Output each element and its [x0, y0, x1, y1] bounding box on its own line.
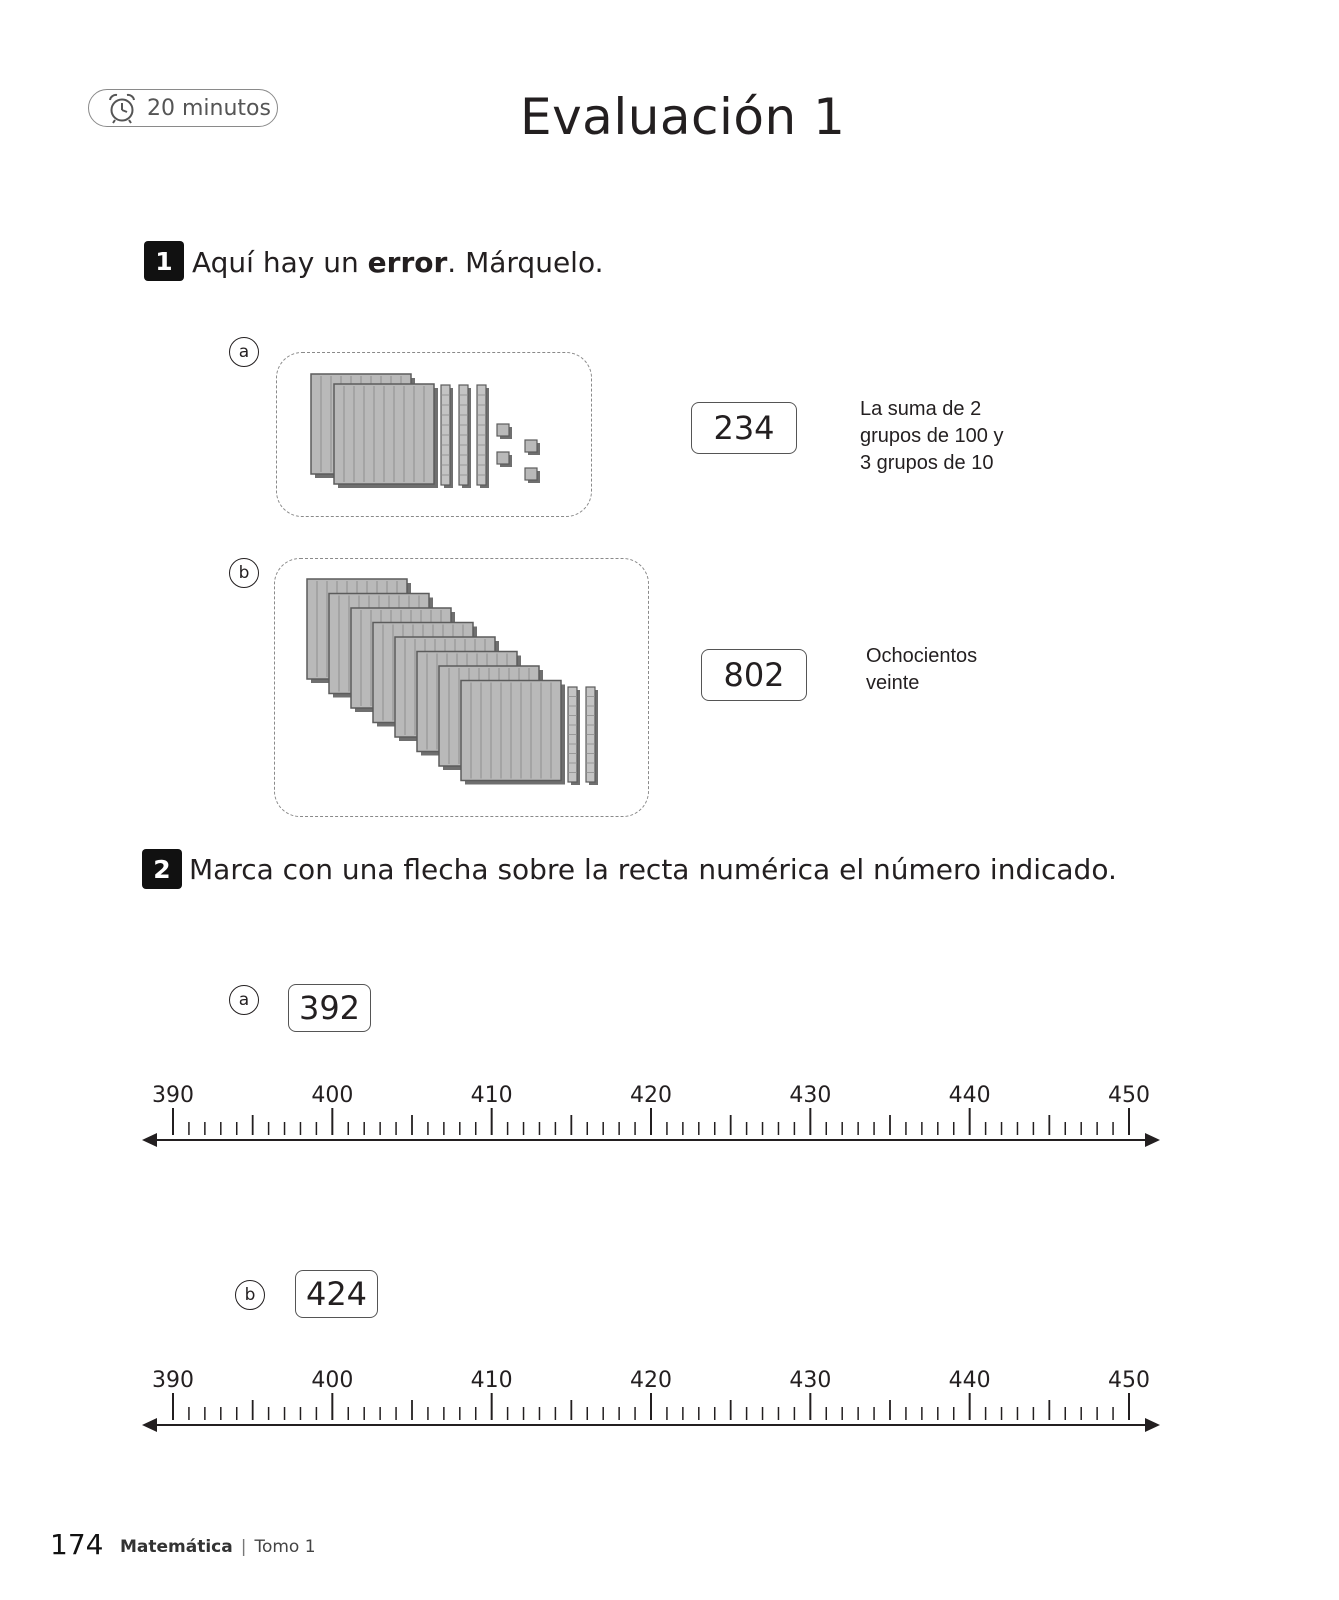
time-badge [88, 89, 278, 127]
tick-label: 440 [948, 1083, 991, 1108]
item-1a-blocks-frame [276, 352, 592, 517]
ten-rod-block [477, 385, 489, 488]
left-arrow-icon [142, 1133, 157, 1147]
tick-label: 400 [311, 1368, 354, 1393]
footer-book-info [120, 1537, 316, 1557]
ten-rod-block [586, 687, 598, 785]
number-line-2b[interactable] [0, 1365, 1339, 1435]
question-1-number: 1 [144, 241, 184, 281]
page-title: Evaluación 1 [520, 88, 846, 146]
question-2-number: 2 [142, 849, 182, 889]
alarm-clock-icon [105, 91, 139, 125]
one-unit-block [525, 440, 540, 455]
footer-separator: | [240, 1537, 247, 1557]
hundred-flat-block [461, 681, 565, 785]
ten-rod-block [459, 385, 471, 488]
time-label: 20 minutos [147, 95, 271, 121]
tick-label: 430 [789, 1083, 832, 1108]
item-1a-letter: a [229, 337, 259, 367]
item-2b-letter: b [235, 1280, 265, 1310]
tick-label: 450 [1108, 1368, 1150, 1393]
ten-rod-block [568, 687, 580, 785]
question-2-text: Marca con una flecha sobre la recta numérica el número indicado. [189, 853, 1117, 886]
question-1-text-bold: error [367, 246, 448, 279]
one-unit-block [497, 452, 512, 467]
tick-label: 420 [630, 1368, 672, 1393]
ten-rod-block [441, 385, 453, 488]
number-line-2a[interactable] [0, 1080, 1339, 1150]
tick-label: 390 [152, 1083, 194, 1108]
tick-label: 400 [311, 1083, 354, 1108]
item-1b-number-box: 802 [701, 649, 807, 701]
one-unit-block [525, 468, 540, 483]
tick-label: 410 [470, 1083, 513, 1108]
item-2a-letter: a [229, 985, 259, 1015]
item-1a-description-line: La suma de 2 [860, 398, 982, 420]
tick-label: 450 [1108, 1083, 1150, 1108]
item-1b-letter: b [229, 558, 259, 588]
item-2a-number-box: 392 [288, 984, 371, 1032]
page-number: 174 [50, 1528, 104, 1561]
item-1b-description [866, 643, 977, 697]
item-2b-number-box: 424 [295, 1270, 378, 1318]
question-1-text-end: . Márquelo. [447, 246, 604, 279]
base-ten-blocks-1b [275, 559, 650, 818]
footer-volume: Tomo 1 [254, 1537, 316, 1557]
question-1-text [192, 246, 604, 279]
left-arrow-icon [142, 1418, 157, 1432]
item-1a-description-line: grupos de 100 y [860, 425, 1004, 447]
tick-label: 390 [152, 1368, 194, 1393]
right-arrow-icon [1145, 1418, 1160, 1432]
item-1b-description-line: Ochocientos [866, 645, 978, 667]
right-arrow-icon [1145, 1133, 1160, 1147]
item-1b-blocks-frame [274, 558, 649, 817]
item-1a-number-box: 234 [691, 402, 797, 454]
tick-label: 420 [630, 1083, 672, 1108]
item-1a-description [860, 396, 1003, 477]
one-unit-block [497, 424, 512, 439]
item-1a-description-line: 3 grupos de 10 [860, 452, 994, 474]
hundred-flat-block [334, 384, 438, 488]
tick-label: 410 [470, 1368, 513, 1393]
question-1-text-start: Aquí hay un [192, 246, 368, 279]
footer-subject: Matemática [120, 1537, 233, 1557]
tick-label: 430 [789, 1368, 832, 1393]
item-1b-description-line: veinte [866, 672, 920, 694]
tick-label: 440 [948, 1368, 991, 1393]
base-ten-blocks-1a [277, 353, 593, 518]
